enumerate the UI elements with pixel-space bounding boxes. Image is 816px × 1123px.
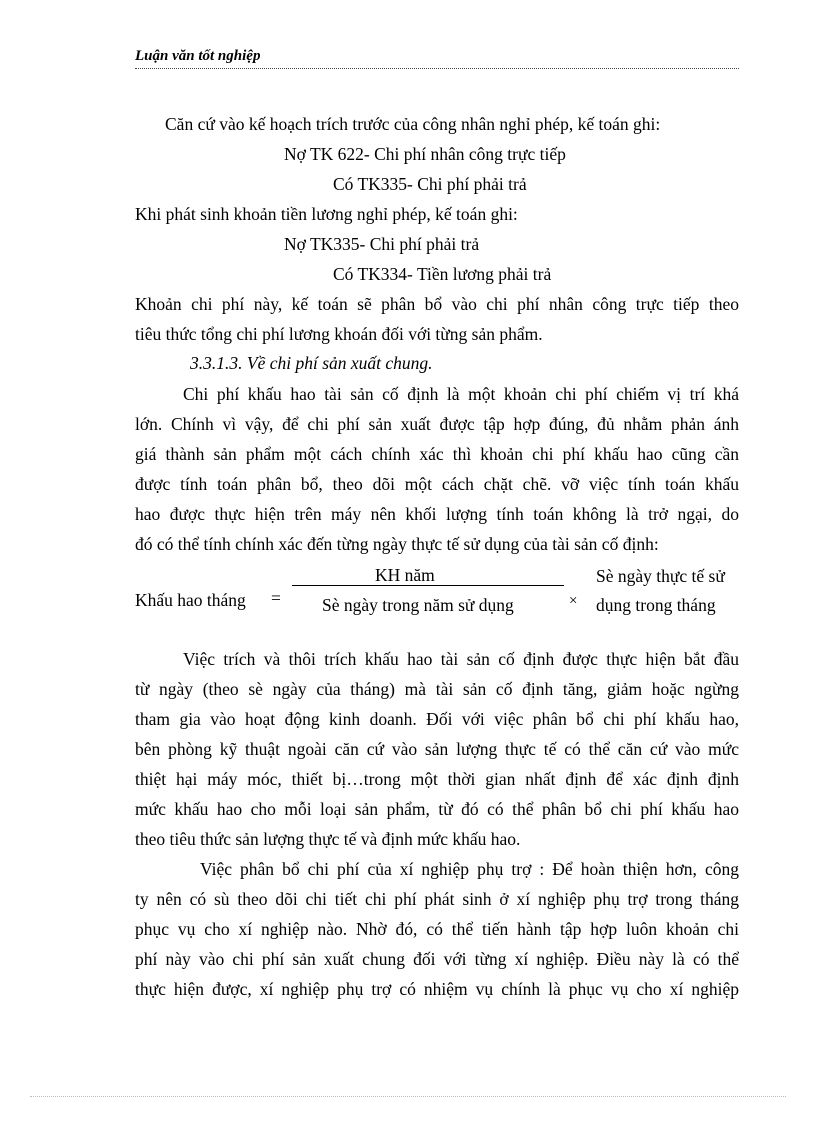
header-title: Luận văn tốt nghiệp [135,48,261,64]
paragraph-line: đó có thể tính chính xác đến từng ngày thực tế sử dụng của tài sản cố định: [135,534,659,554]
section-heading: 3.3.1.3. Về chi phí sản xuất chung. [190,353,433,373]
journal-entry-debit: Nợ TK335- Chi phí phải trả [284,234,480,254]
formula-rhs-line: Sè ngày thực tế sử [596,566,725,586]
journal-entry-credit: Có TK334- Tiền lương phải trả [333,264,552,284]
paragraph-line: từ ngày (theo sè ngày của tháng) mà tài sản cố định tăng, giảm hoặc ngừng [135,679,739,699]
paragraph-line: bên phòng kỹ thuật ngoài căn cứ vào sản lượng thực tế có thể căn cứ vào mức [135,739,739,759]
journal-entry-debit: Nợ TK 622- Chi phí nhân công trực tiếp [284,144,566,164]
footer-divider [30,1096,786,1097]
multiply-sign: × [569,593,578,609]
paragraph-line: phí này vào chi phí sản xuất chung đối với từng xí nghiệp. Điều này là có thể [135,949,739,969]
formula-denominator: Sè ngày trong năm sử dụng [322,595,514,615]
paragraph-leave-wage: Khi phát sinh khoản tiền lương nghỉ phép, kế toán ghi: [135,204,518,224]
paragraph-line: ty nên có sù theo dõi chi tiết chi phí phát sinh ở xí nghiệp phụ trợ trong tháng [135,889,739,909]
paragraph-line: theo tiêu thức sản lượng thực tế và định mức khấu hao. [135,829,521,849]
paragraph-line: phục vụ cho xí nghiệp nào. Nhờ đó, có thể tiến hành tập hợp luôn khoản chi [135,919,739,939]
fraction-bar [292,585,564,586]
paragraph-line: Khoản chi phí này, kế toán sẽ phân bổ vào chi phí nhân công trực tiếp theo [135,294,739,314]
paragraph-line: thiệt hại máy móc, thiết bị…trong một thời gian nhất định để xác định định [135,769,739,789]
formula-lhs: Khấu hao tháng [135,590,246,610]
paragraph-intro: Căn cứ vào kế hoạch trích trước của công nhân nghỉ phép, kế toán ghi: [165,114,661,134]
paragraph-line: tham gia vào hoạt động kinh doanh. Đối với việc phân bổ chi phí khấu hao, [135,709,739,729]
page-header [135,48,739,69]
paragraph-line: được tính toán phân bổ, theo dõi một cách chặt chẽ. vỡ việc tính toán khấu [135,474,739,494]
paragraph-line: hao được thực hiện trên máy nên khối lượng tính toán không là trở ngại, do [135,504,739,524]
paragraph-line: Việc trích và thôi trích khấu hao tài sản cố định được thực hiện bắt đầu [183,649,739,669]
formula-equals: = [271,588,281,608]
paragraph-line: thực hiện được, xí nghiệp phụ trợ có nhiệm vụ chính là phục vụ cho xí nghiệp [135,979,739,999]
formula-numerator: KH năm [375,565,435,585]
paragraph-line: tiêu thức tổng chi phí lương khoán đối với từng sản phẩm. [135,324,543,344]
formula-rhs-line: dụng trong tháng [596,595,716,615]
paragraph-line: giá thành sản phẩm một cách chính xác thì khoản chi phí khấu hao cũng cần [135,444,739,464]
journal-entry-credit: Có TK335- Chi phí phải trả [333,174,527,194]
paragraph-line: Chi phí khấu hao tài sản cố định là một khoản chi phí chiếm vị trí khá [183,384,739,404]
paragraph-line: Việc phân bổ chi phí của xí nghiệp phụ trợ : Để hoàn thiện hơn, công [200,859,739,879]
paragraph-line: lớn. Chính vì vậy, để chi phí sản xuất được tập hợp đúng, đủ nhằm phản ánh [135,414,739,434]
paragraph-line: mức khấu hao cho mỗi loại sản phẩm, từ đó có thể phân bổ chi phí khấu hao [135,799,739,819]
